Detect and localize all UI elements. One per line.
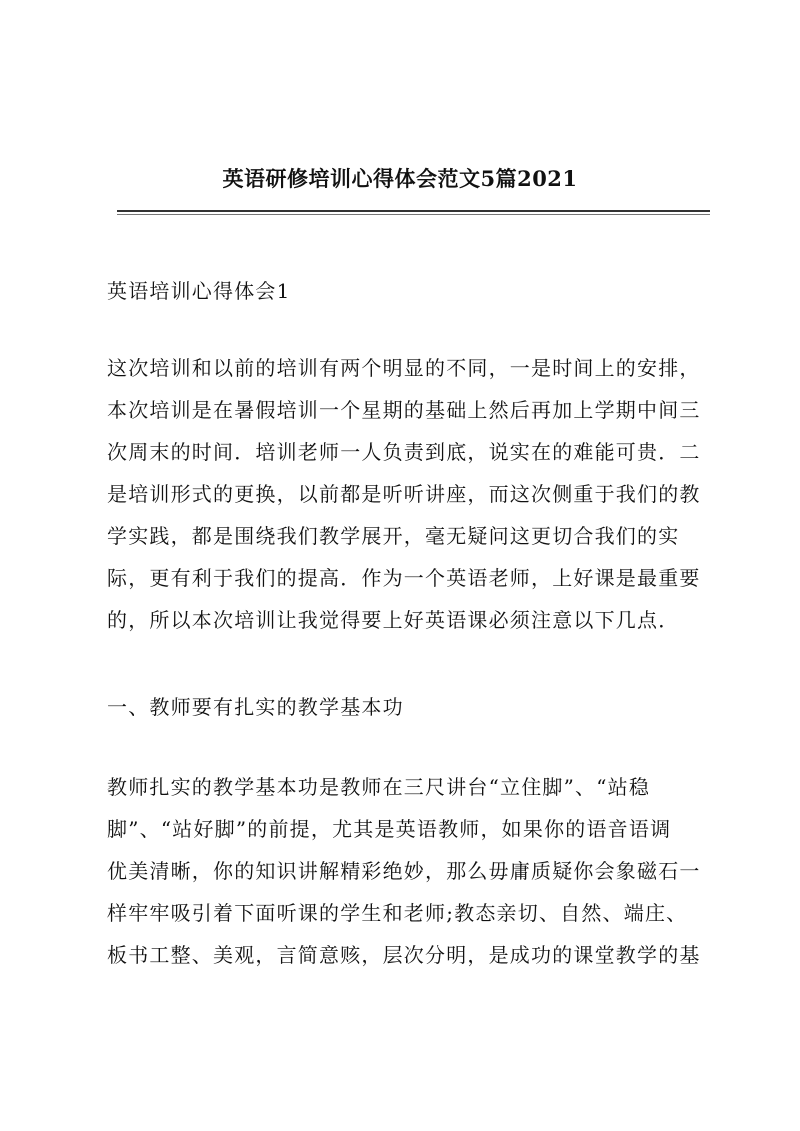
paragraph-1 [107, 347, 713, 641]
paragraph-line: 样牢牢吸引着下面听课的学生和老师;教态亲切、自然、端庄、 [107, 901, 688, 925]
title-rule [117, 210, 710, 212]
title-rule-thin [117, 214, 710, 215]
paragraph-line: 本次培训是在暑假培训一个星期的基础上然后再加上学期中间三 [107, 398, 701, 422]
paragraph-2 [107, 766, 713, 976]
paragraph-line: 脚”、“站好脚”的前提，尤其是英语教师，如果你的语音语调 [107, 817, 672, 841]
section-title [107, 270, 713, 312]
paragraph-line: 教师扎实的教学基本功是教师在三尺讲台“立住脚”、“站稳 [107, 775, 651, 799]
paragraph-line: 的，所以本次培训让我觉得要上好英语课必须注意以下几点． [107, 608, 680, 632]
paragraph-line: 优美清晰，你的知识讲解精彩绝妙，那么毋庸质疑你会象磁石一 [107, 859, 701, 883]
paragraph-line: 际，更有利于我们的提高．作为一个英语老师，上好课是最重要 [107, 566, 701, 590]
paragraph-line: 板书工整、美观，言简意赅，层次分明，是成功的课堂教学的基 [107, 943, 701, 967]
paragraph-line: 这次培训和以前的培训有两个明显的不同，一是时间上的安排， [107, 356, 701, 380]
heading-text: 一、教师要有扎实的教学基本功 [107, 695, 404, 719]
paragraph-line: 学实践，都是围绕我们教学展开，毫无疑问这更切合我们的实 [107, 524, 680, 548]
section-title-text: 英语培训心得体会1 [107, 279, 291, 303]
document-title: 英语研修培训心得体会范文5篇2021 [222, 166, 578, 191]
paragraph-line: 是培训形式的更换，以前都是听听讲座，而这次侧重于我们的教 [107, 482, 701, 506]
heading-1 [107, 686, 713, 728]
paragraph-line: 次周末的时间．培训老师一人负责到底，说实在的难能可贵．二 [107, 440, 701, 464]
